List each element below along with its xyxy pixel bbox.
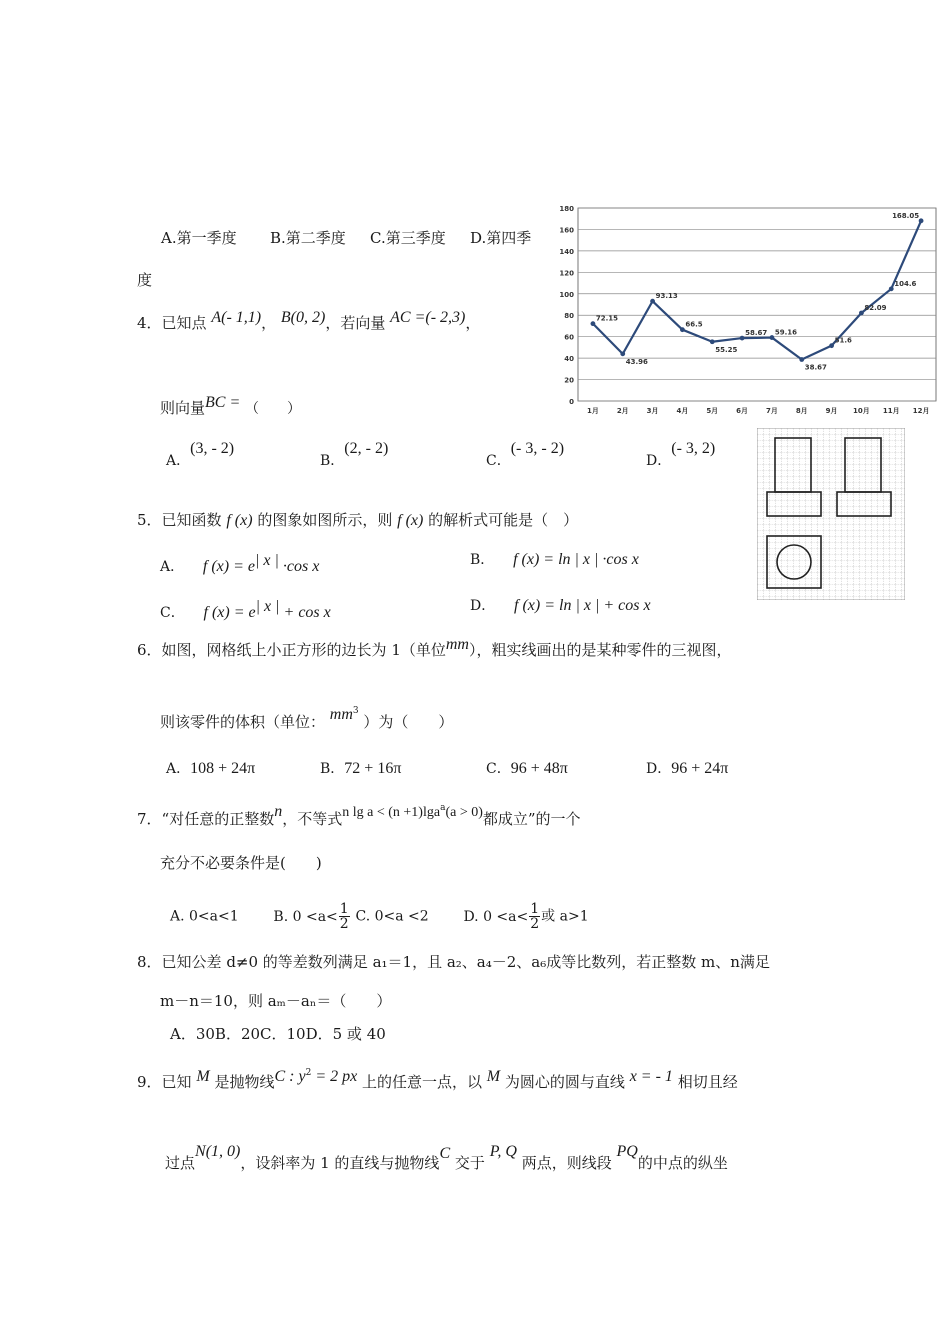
q5-fx: f (x) [226,512,253,529]
q8-number: 8． [137,953,162,971]
q9-m2: M [486,1068,501,1085]
q5-text3: 的解析式可能是（ ） [428,511,579,529]
q9-number: 9． [137,1073,162,1091]
q3-option-d: D.第四季 [470,229,532,247]
q4-option-a [166,440,235,471]
q9-point-n: N(1, 0) [195,1143,241,1160]
q7-option-d-tail: 或 a>1 [541,908,589,925]
q9-text4: 为圆心的圆与直线 [504,1073,625,1091]
q3-option-a: A.第一季度 [161,229,237,247]
q6-option-a [166,758,255,779]
data-point [799,357,804,362]
data-point [889,286,894,291]
q4-option-c-value: (- 3, - 2) [510,440,565,457]
q6-option-b-value: 72 + 16π [344,760,402,777]
x-tick-label: 2月 [616,407,629,415]
q8-line2: m－n＝10，则 aₘ－aₙ＝（ ） [160,992,392,1010]
q5-option-b-expr: f (x) = ln | x | ·cos x [513,551,639,568]
y-tick-label: 120 [559,269,574,278]
q4-option-d [646,440,716,471]
q9-line-eq: x = - 1 [629,1068,673,1085]
data-label: 38.67 [804,363,827,372]
x-tick-label: 6月 [736,407,749,415]
q4-point-b: B(0, 2) [280,309,326,326]
q5-number: 5． [137,511,162,529]
y-tick-label: 0 [569,398,574,406]
q4-vector-ac: AC =(- 2,3) [390,309,466,326]
q9-parabola-sup: 2 [305,1068,312,1078]
q7-option-b: B. 0 <a< [273,908,338,925]
q4-sep2: ， [465,314,481,332]
q3-option-tail: 度 [137,271,153,289]
q9-line2-e: 的中点的纵坐 [637,1154,728,1172]
q9-pq: P, Q [489,1143,517,1160]
q5-fx2: f (x) [397,512,424,529]
q9-m: M [196,1068,210,1085]
q4-line1 [137,309,481,334]
q3-option-b: B.第二季度 [270,229,346,247]
q9-text3: 上的任意一点，以 [362,1073,483,1091]
grid-paper [757,428,905,600]
q5-option-a-label: A． [160,559,185,575]
data-label: 72.15 [595,314,619,323]
q6-option-c-value: 96 + 48π [510,760,568,777]
q4-option-a-label: A． [166,453,191,469]
q7-option-a: A. 0<a<1 [170,908,239,925]
x-tick-label: 5月 [706,407,719,415]
q6-line1 [137,636,732,661]
data-point [829,343,834,348]
q7-text2: ，不等式 [282,810,343,828]
q4-paren: （ ） [245,401,302,417]
q9-text5: 相切且经 [677,1073,738,1091]
q5-option-a-expr: f (x) = e [202,558,256,575]
q5-option-a-rest: ·cos x [278,558,320,575]
fraction-numerator: 1 [339,901,349,917]
q5-option-d-expr: f (x) = ln | x | + cos x [514,597,651,614]
data-point [859,311,864,316]
q9-c: C [439,1145,451,1162]
q6-option-b [320,758,401,779]
y-tick-label: 20 [564,376,574,385]
data-label: 55.25 [715,345,738,354]
data-label: 59.16 [774,328,798,337]
data-point [620,351,625,356]
q6-option-d-value: 96 + 24π [671,760,729,777]
x-tick-label: 12月 [912,407,930,415]
three-view-drawing [757,428,905,600]
data-label: 168.05 [892,211,920,220]
q7-option-d: D. 0 <a< [463,908,529,925]
x-tick-label: 1月 [586,407,599,415]
q9-line2-a: 过点 [165,1154,196,1172]
y-tick-label: 60 [564,333,574,342]
q6-unit2-sup: 3 [352,706,359,716]
q4-option-c-label: C． [486,453,511,469]
q9-text2: 是抛物线 [214,1073,275,1091]
q6-option-c-label: C． [486,761,511,777]
q5-option-c-expr: f (x) = e [203,604,256,621]
data-point [919,218,924,223]
y-tick-label: 40 [564,355,574,364]
q6-option-c [486,758,568,779]
q7-option-b-fraction [339,902,350,931]
data-point [710,339,715,344]
q8-line1 [137,952,770,972]
data-point [650,299,655,304]
data-label: 43.96 [625,357,648,366]
q9-line2-c: 交于 [454,1154,485,1172]
x-tick-label: 9月 [825,407,838,415]
q7-inequality-tail: (a > 0) [445,805,483,820]
q4-option-a-value: (3, - 2) [190,440,235,457]
monthly-line-chart [556,202,942,424]
data-label: 66.5 [685,320,703,329]
q9-line2-d: 两点，则线段 [521,1154,612,1172]
q4-option-c [486,440,565,471]
data-label: 82.09 [864,303,887,312]
q4-option-b-value: (2, - 2) [344,440,389,457]
q6-number: 6． [137,641,162,659]
q5-option-a [160,551,319,577]
q6-line2 [160,706,454,733]
q5-option-c-sup: | x | [255,598,280,615]
y-tick-label: 140 [559,247,574,256]
q5-option-d-label: D． [470,598,496,614]
q4-vector-bc: BC = [205,394,241,411]
q4-option-d-value: (- 3, 2) [671,440,716,457]
q6-line2-text: 则该零件的体积（单位： [160,713,326,731]
x-tick-label: 8月 [795,407,808,415]
q7-inequality: n lg a < (n +1)lga [342,805,441,820]
q4-point-a: A(- 1,1) [211,309,262,326]
q8-text1: 已知公差 d≠0 的等差数列满足 a₁＝1，且 a₂、a₄－2、a₆成等比数列，若正整数 m、n满足 [161,953,770,971]
q4-text1: 已知点 [161,314,207,332]
q9-text1: 已知 [161,1073,192,1091]
q6-line2-tail: ）为（ ） [363,713,454,731]
q9-parabola-tail: = 2 px [311,1068,358,1085]
q6-option-a-label: A． [166,761,191,777]
q7-option-c: C. 0<a <2 [355,908,429,925]
q6-unit: mm [445,636,469,653]
q6-text1: 如图，网格纸上小正方形的边长为 1（单位 [161,641,446,659]
fraction-denominator: 2 [530,916,540,932]
x-tick-label: 10月 [853,407,870,415]
fraction-denominator: 2 [339,916,349,932]
q5-option-d [470,595,651,616]
q4-option-b-label: B． [320,453,345,469]
q6-option-b-label: B． [320,761,345,777]
q5-option-c [160,597,331,623]
data-point [591,321,596,326]
q9-pq2: PQ [616,1143,638,1160]
q7-text3: 都成立”的一个 [482,810,581,828]
q5-option-b-label: B． [470,552,495,568]
q9-line2 [137,1143,728,1174]
data-point [770,335,775,340]
q7-text1: “对任意的正整数 [161,810,275,828]
q6-option-a-value: 108 + 24π [190,760,256,777]
x-tick-label: 4月 [676,407,689,415]
q5-option-c-label: C． [160,605,185,621]
y-tick-label: 100 [559,290,574,299]
q9-parabola: C : y [274,1068,306,1085]
x-tick-label: 11月 [882,407,900,415]
q5-option-c-rest: + cos x [279,604,331,621]
y-tick-label: 180 [559,205,574,213]
data-point [740,336,745,341]
q7-n: n [274,803,283,820]
q3-option-c: C.第三季度 [370,229,446,247]
data-label: 104.6 [894,279,917,288]
y-tick-label: 80 [564,312,574,321]
q7-inequality-sup: a [440,803,446,813]
q7-line1 [137,803,581,831]
y-tick-label: 160 [559,226,574,235]
q4-line2-text: 则向量 [160,399,206,417]
q4-option-d-label: D． [646,453,672,469]
x-tick-label: 7月 [765,407,778,415]
data-label: 51.6 [834,336,852,345]
q6-text2: ），粗实线画出的是某种零件的三视图， [468,641,732,659]
q6-option-d-label: D． [646,761,672,777]
q4-number: 4． [137,314,162,332]
data-label: 58.67 [745,329,768,338]
x-tick-label: 3月 [646,407,659,415]
q6-option-d [646,758,728,779]
q8-options: A．30B．20C．10D．5 或 40 [170,1025,386,1043]
data-point [680,327,685,332]
q4-line2 [160,394,302,419]
q5-text2: 的图象如图所示，则 [257,511,393,529]
q5-option-b [470,549,639,570]
q7-number: 7． [137,810,162,828]
q9-line2-b: ，设斜率为 1 的直线与抛物线 [240,1154,440,1172]
fraction-numerator: 1 [530,901,540,917]
q6-unit2: mm [329,706,353,723]
q7-options [170,902,589,931]
q4-sep: ， [261,314,277,332]
q7-option-d-fraction [529,902,540,931]
q4-option-b [320,440,389,471]
q9-line1 [137,1069,738,1093]
q5-text1: 已知函数 [161,511,222,529]
q5-stem [137,510,578,531]
q5-option-a-sup: | x | [255,552,279,569]
data-label: 93.13 [655,292,678,301]
q4-text2: ，若向量 [325,314,386,332]
q7-line2: 充分不必要条件是( ) [160,854,322,872]
